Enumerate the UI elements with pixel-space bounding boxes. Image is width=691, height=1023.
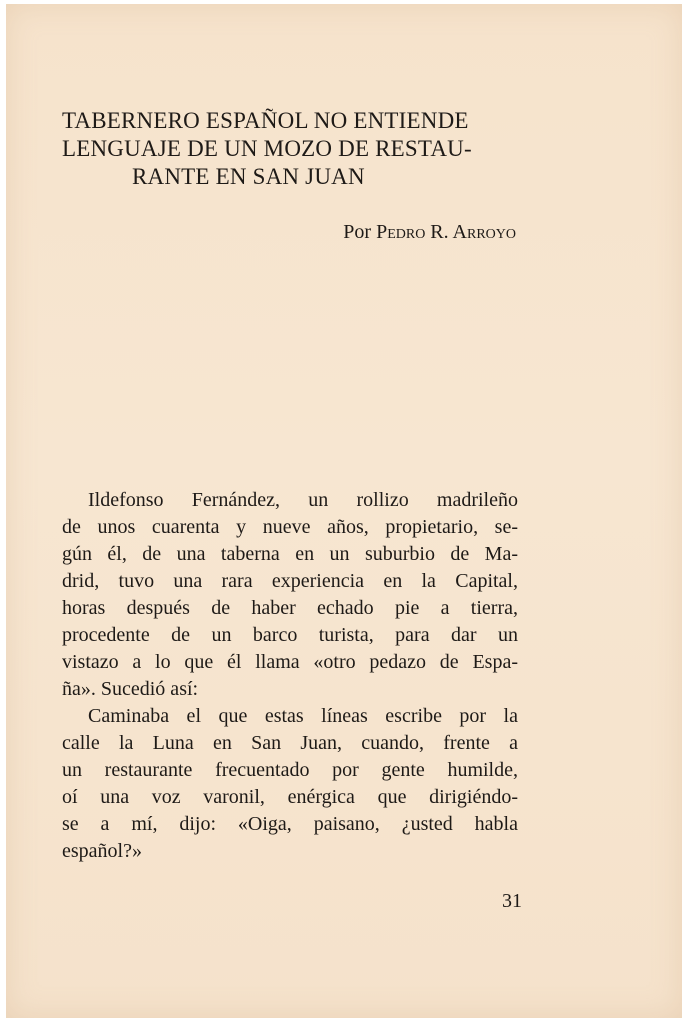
- text-line: un restaurante frecuentado por gente humilde,: [62, 759, 518, 781]
- page-number: 31: [502, 890, 522, 912]
- text-line: drid, tuvo una rara experiencia en la Capital,: [62, 570, 518, 592]
- title-line-1: TABERNERO ESPAÑOL NO ENTIENDE: [62, 108, 469, 133]
- title-line-2: LENGUAJE DE UN MOZO DE RESTAU-: [62, 136, 472, 161]
- text-line: de unos cuarenta y nueve años, propietario, se-: [62, 516, 518, 538]
- text-line: oí una voz varonil, enérgica que dirigiéndo-: [62, 786, 518, 808]
- text-line: español?»: [62, 840, 142, 862]
- article-body: [62, 487, 518, 865]
- byline: [276, 219, 516, 245]
- book-page: [6, 4, 682, 1018]
- text-line: se a mí, dijo: «Oiga, paisano, ¿usted habla: [62, 813, 518, 835]
- text-line: calle la Luna en San Juan, cuando, frente a: [62, 732, 518, 754]
- text-line: Ildefonso Fernández, un rollizo madrileño: [88, 489, 518, 511]
- article-title: [62, 107, 532, 191]
- author-name: Pedro R. Arroyo: [376, 221, 516, 243]
- text-line: Caminaba el que estas líneas escribe por la: [88, 705, 518, 727]
- text-line: procedente de un barco turista, para dar un: [62, 624, 518, 646]
- text-line: ña». Sucedió así:: [62, 678, 199, 700]
- text-line: vistazo a lo que él llama «otro pedazo de Espa-: [62, 651, 518, 673]
- paragraph-1: [62, 487, 518, 703]
- title-line-3: RANTE EN SAN JUAN: [132, 164, 365, 189]
- paragraph-2: [62, 703, 518, 865]
- byline-prefix: Por: [343, 221, 377, 243]
- text-line: horas después de haber echado pie a tierra,: [62, 597, 518, 619]
- text-line: gún él, de una taberna en un suburbio de Ma-: [62, 543, 518, 565]
